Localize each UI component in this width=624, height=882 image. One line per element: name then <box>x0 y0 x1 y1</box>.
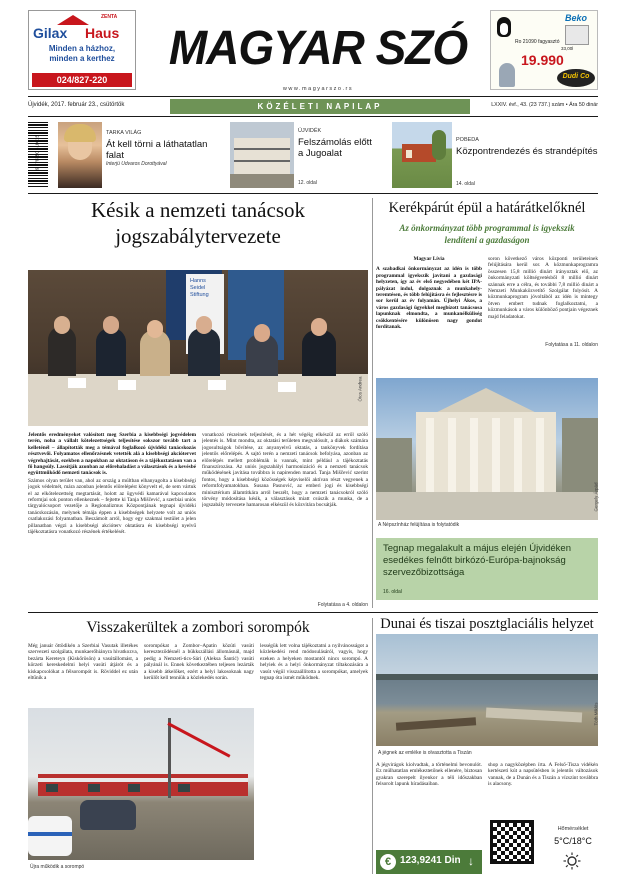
barcode-digits: 9 770350 418015 <box>34 134 40 171</box>
banner-text-1: Hanns <box>190 278 206 284</box>
theatre-photo[interactable] <box>376 378 598 520</box>
column-divider-bottom <box>372 618 373 874</box>
teaser-sub-3: 14. oldal <box>456 181 475 187</box>
teaser-section-3: POBEDA <box>456 137 479 143</box>
ad-brand-haus: Haus <box>85 25 120 41</box>
wrestling-teaser-box[interactable] <box>376 538 598 600</box>
exchange-rate-box[interactable] <box>376 850 482 874</box>
right-subheadline-2: lendíteni a gazdaságon <box>444 235 530 245</box>
right-article-continued[interactable]: Folytatása a 11. oldalon <box>545 342 598 348</box>
wrestling-teaser-text: Tegnap megalakult a május elején Újvidéken esedékes felnőtt birkózó-Európa-bajnokság szervezőbizottsága <box>383 543 572 578</box>
right-subheadline-1: Az önkormányzat több programmal is igyekszik <box>399 223 575 233</box>
ad-beko-brand: Beko <box>565 13 588 23</box>
teaser-photo-building[interactable] <box>230 122 294 188</box>
bottom-right-col2 <box>488 762 598 822</box>
column-divider <box>372 198 373 608</box>
main-article-col2 <box>202 432 368 602</box>
main-article-body-2: vonatkozó részeinek teljesítését, és a hét végéig elkészül az erről szóló jelentés is. Mint mondta, az oktatási területen megvalósult, a diákok számára jogosultságok bővítése, az anyanyelvű oktatás, a tankönyvek fordítása jelentős előrelépés. A sajtó terén a nemzeti tanácsok befolyása, azonban az előrelépés mellett problémák is vannak, mint például a tájékoztatás finanszírozása. Az uniós jogszabályi harmonizáció és a nemzeti tanácsok működésének javítása továbbra is napirenden marad. Tanja Miščević szerint fontos, hogy a kisebbségi közösségek képviselői aktívan részt vegyenek a reformfolyamatokban. Susana Pasnović, az emberi jogi és kisebbségi minisztérium államtitkára arról beszélt, hogy a nemzeti tanácsokról szóló törvény módosítása késik, a választások miatt csúszik a munka, de a jogszabály tervezete hamarosan elkészül és közvitára bocsátják. <box>202 432 368 509</box>
ad-store-name: Dudi Co <box>562 73 590 80</box>
weather-label: Hőmérséklet <box>557 826 589 832</box>
freezer-icon <box>565 25 589 45</box>
masthead-rule-bottom <box>28 116 598 117</box>
ad-store-logo <box>557 69 595 87</box>
railway-photo-caption: Újra működik a sorompó <box>30 864 85 870</box>
ad-price: 19.990 <box>521 52 564 68</box>
euro-icon: € <box>380 854 396 870</box>
banner-text-2: Seidel <box>190 285 206 291</box>
theatre-photo-caption: A Népszínház felújítása is folytatódik <box>378 522 460 528</box>
ad-brand-zenta: ZENTA <box>101 14 118 20</box>
exchange-rate-value: 123,9241 Din <box>400 855 461 866</box>
right-article-col1 <box>376 256 482 372</box>
bottom-left-headline[interactable]: Visszakerültek a zombori sorompók <box>86 619 310 636</box>
main-article-photo[interactable] <box>28 270 368 426</box>
bottom-left-col3 <box>260 643 368 869</box>
teaser-photo-portrait[interactable] <box>58 122 102 188</box>
masthead-url: www.magyarszo.rs <box>282 86 354 92</box>
main-article-continued[interactable]: Folytatása a 4. oldalon <box>317 602 368 608</box>
teaser-title-1[interactable]: Át kell törni a láthatatlan falat <box>106 139 208 161</box>
banner-text-3: Stiftung <box>190 292 209 298</box>
person-silhouette-icon <box>499 63 515 87</box>
masthead-subtitle: KÖZÉLETI NAPILAP <box>170 99 470 114</box>
right-article-byline: Magyar Lívia <box>413 256 445 262</box>
teaser-sub-1: Interjú Udvaros Dorottyával <box>106 161 167 167</box>
masthead-rule-top <box>28 96 598 97</box>
bottom-right-body-1: A jégvirágok kiolvadtak, a történelmi bevonulót. Ez múlhatatlan emlékeztetőnek ellenére, biztosan gyakran szerepelt ilyenkor a téli időszakban felsorolt lapunk híradásaiban. <box>376 762 482 788</box>
ad-phone: 024/827-220 <box>32 73 132 87</box>
main-article-body-1: Számos olyan terület van, ahol az ország a múltban elhanyagolta a kisebbségi jogok védelmét, mára azonban jelentős előrelépést könyvelt el, de sem vártuk el az elkötelezettség megtartását, holott az ügyvédi kamarával kapcsolatos reformjai sok ponton ellenkeznek – fejtette ki Tanja Miščević, a szerbiai uniós tárgyalócsoport vezetője a Regionalizmus Központjának tegnapi újvidéki tanácskozásán, melynek témája éppen a kisebbségek helyzete volt az uniós csatlakozási folyamatban. Beszámolt arról, hogy egy szakmai testület a jelen pillanatban végzi a kisebbségi akcióterv oktatásra és kisebbségi nyelvű tájékoztatásra vonatkozó részének értékelését. <box>28 477 196 536</box>
section-rule-bottom <box>28 612 598 613</box>
gilax-haus-ad[interactable] <box>28 10 136 90</box>
teaser-photo-village[interactable] <box>392 122 452 188</box>
ad-model: Ro 21090 fagyasztó <box>515 39 560 45</box>
teaser-title-2[interactable]: Felszámolás előtt a Jugoalat <box>298 137 372 159</box>
teaser-sub-2: 12. oldal <box>298 180 317 186</box>
main-headline-1[interactable]: Késik a nemzeti tanácsok <box>91 198 305 222</box>
tisza-photo-caption: A jégnek az emléke is olvasztotta a Tiszán <box>378 750 472 756</box>
theatre-photo-credit: Gergely Árpád <box>593 482 599 512</box>
sun-icon <box>563 852 581 870</box>
right-article-body-2: soron következő város központi területeinek felújítására kerül sor. A közmunkaprogramra összesen 15,8 millió dinárt irányoztak elő, az önkormányzati költségvetésből 8 millió dinárt szánnak erre a célra, és további 7,8 millió dinárt a Nemzeti Munkaközvetítő Szolgálat folyósít. A közmunkaprogram jóvoltából az idén is mintegy ötven embert tudnak foglalkoztatni, a közmunkások a város különböző pontjain végeznek majd feladatokat. <box>488 256 598 320</box>
bottom-right-col1 <box>376 762 482 846</box>
right-article-body-1: A szabadkai önkormányzat az idén is több programmal igyekszik javítani a gazdasági helyzeten, így az év első negyedében két IPA-pályázat indul, dolgoznak a munkahely-teremtésen, és több felújításra és fejlesztésre is sor kerül az év folyamán. Újhelyi Ákos, a város gazdasági ügyekkel megbízott tanácsosa lapunknak elmondta, a munkanélküliség csökkentésére különösen nagy gondot fordítanak. <box>376 266 482 331</box>
ad-capacity: 33,00l <box>561 46 574 51</box>
bottom-left-body-2: sorompókat a Zombor–Apatin közúti vasúti kereszteződésnél a bükkszállási állomásnál, majd pedig a Nemzeti-tics-Sári (Aleksa Šantić) vasúti pályánál is. Ennek következtében teljesen lezárták a kisebb átkelőket, ezért a helyi lakosoknak nagy kerülőt kell tenniük a közlekedés során. <box>144 643 254 682</box>
bottom-right-headline[interactable]: Dunai és tiszai posztglaciális helyzet <box>376 614 598 634</box>
ad-brand-gilax: Gilax <box>33 25 68 41</box>
teaser-section-1: TARKA VILÁG <box>106 130 142 136</box>
bottom-left-body-3: lességük lett volna tájékoztatni a nyilvánosságot a közlekedési rend módosulásáról, vagyis, hogy ezeken a helyeken mostantól nincs sorompó. A helyiek és a helyi önkormányzat tiltakozására a vasút végül visszaállította a sorompókat, amelyek tegnap óta ismét működnek. <box>260 643 368 682</box>
teaser-rule <box>28 193 598 194</box>
teaser-title-3[interactable]: Központrendezés és strandépítés <box>456 146 598 157</box>
wrestling-teaser-page: 16. oldal <box>383 589 402 595</box>
masthead-date: Újvidék, 2017. február 23., csütörtök <box>28 102 125 108</box>
main-headline-2[interactable]: jogszabálytervezete <box>115 224 281 248</box>
house-roof-icon <box>57 15 89 25</box>
masthead-issue: LXXIV. évf., 43. (23 737.) szám • Ára 50 dinár <box>491 102 598 108</box>
main-photo-credit: Ótos Andrea <box>357 376 363 402</box>
bottom-left-body-1: Még január öttödikén a Szerbiai Vasutak illetékes szervezeti szolgálata, munkaerőhiányra hivatkozva, bezárta Kereteyn (Kiskőrösön) a vasútállomást, a körzeti kereskedelmi helyi vasúti átjárót és a kiskapcsolókat a félsorompót is. Röviddel ez után eltűnik a <box>28 643 138 682</box>
masthead-title: MAGYAR SZÓ <box>168 19 468 75</box>
beko-freezer-ad[interactable] <box>490 10 598 90</box>
tisza-river-photo[interactable] <box>376 634 598 746</box>
railway-crossing-photo[interactable] <box>28 708 254 860</box>
bottom-left-col2 <box>144 643 254 703</box>
teaser-section-2: ÚJVIDÉK <box>298 128 322 134</box>
ad-tagline-1: Minden a házhoz, <box>48 44 116 53</box>
bottom-left-col1 <box>28 643 138 703</box>
main-article-lead: Jelentős eredményeket valósított meg Szerbia a kisebbségi jogvédelem terén, noha a vállalt kötelezettségek teljesítése sokszor tovább tart a kelleténél – állapították meg a témával foglalkozó újvidéki tanácskozás résztvevői. Folyamatos ellenőrzésnek vetették alá a kisebbségi akciótervet végrehajtását, ezekben a napokban az oktatáson és a tájékoztatáson van a fő hangsúly. Lassítják azonban az előrehaladást a választások és a kevésbé együttműködő nemzeti tanácsok is. <box>28 432 196 477</box>
right-headline[interactable]: Kerékpárút épül a határátkelőknél <box>388 200 586 216</box>
ad-tagline-2: minden a kerthez <box>49 54 115 63</box>
tisza-photo-credit: Tóth Miklós <box>593 702 599 726</box>
temperature-value: 5°C/18°C <box>554 836 592 846</box>
right-article-col2 <box>488 256 598 342</box>
main-article-col1 <box>28 432 196 604</box>
qr-code[interactable] <box>490 820 534 864</box>
bottom-right-body-2: shop a nagyközépben írta. A Felső-Tisza vidékén kertészeti kút a napsütésben is jelentős változások vannak, de a Dunán és a Tiszán a vízszint továbbra is alacsony. <box>488 762 598 788</box>
arrow-down-icon: ↓ <box>468 854 474 868</box>
penguin-icon <box>497 17 511 37</box>
